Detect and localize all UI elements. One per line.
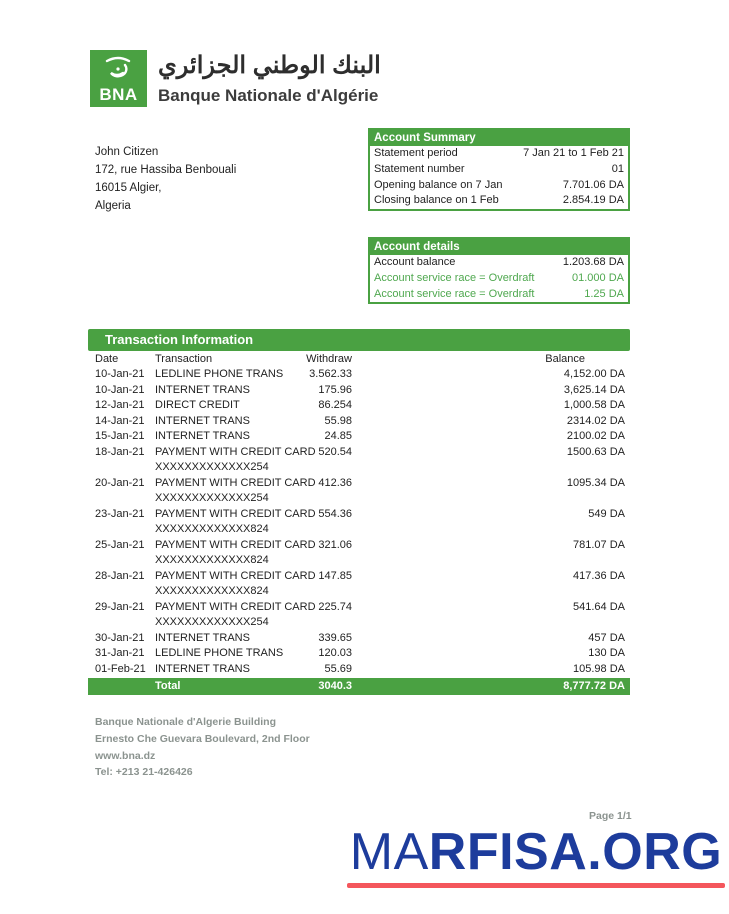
- masked-card-number: XXXXXXXXXXXXX824: [155, 554, 269, 566]
- info-row: [370, 193, 628, 209]
- info-value: 7 Jan 21 to 1 Feb 21: [523, 147, 624, 159]
- cell-balance: 2100.02 DA: [566, 430, 625, 442]
- page-number: Page 1/1: [589, 810, 632, 822]
- recipient-line: Algeria: [95, 200, 131, 212]
- info-row: [370, 271, 628, 287]
- cell-date: 01-Feb-21: [95, 662, 146, 675]
- info-label: Account service race = Overdraft: [374, 271, 535, 284]
- cell-date: 10-Jan-21: [95, 368, 145, 380]
- cell-transaction: [155, 445, 316, 476]
- watermark-text-light: MA: [349, 823, 429, 881]
- cell-balance: 1500.63 DA: [566, 445, 625, 458]
- masked-card-number: XXXXXXXXXXXXX824: [155, 523, 269, 535]
- transaction-label: PAYMENT WITH CREDIT CARD: [155, 569, 316, 582]
- transaction-label: INTERNET TRANS: [155, 631, 250, 644]
- masked-card-number: XXXXXXXXXXXXX254: [155, 492, 269, 504]
- cell-date: 20-Jan-21: [95, 476, 145, 489]
- account-details-rows: [370, 255, 628, 302]
- transaction-label: PAYMENT WITH CREDIT CARD: [155, 538, 316, 551]
- info-value: 01: [611, 162, 624, 175]
- cell-transaction: [155, 507, 316, 538]
- transaction-rows: [88, 367, 630, 677]
- cell-transaction: [155, 476, 316, 507]
- recipient-line: John Citizen: [95, 146, 159, 158]
- cell-withdraw: 24.85: [324, 430, 352, 442]
- info-row: [370, 287, 628, 303]
- cell-withdraw: 55.98: [324, 414, 352, 427]
- cell-withdraw: 321.06: [318, 538, 352, 551]
- total-withdraw: 3040.3: [318, 680, 352, 692]
- transaction-label: DIRECT CREDIT: [155, 399, 240, 411]
- info-label: Statement period: [374, 147, 458, 159]
- table-row: [88, 600, 630, 631]
- masked-card-number: XXXXXXXXXXXXX824: [155, 585, 269, 597]
- table-row: [88, 476, 630, 507]
- info-label: Opening balance on 7 Jan: [374, 178, 503, 191]
- bank-footer: [95, 714, 310, 781]
- cell-date: 29-Jan-21: [95, 600, 145, 613]
- cell-transaction: [155, 414, 262, 430]
- info-label: Statement number: [374, 162, 465, 175]
- cell-balance: 1095.34 DA: [566, 476, 625, 489]
- masked-card-number: XXXXXXXXXXXXX254: [155, 616, 269, 628]
- cell-balance: 130 DA: [588, 647, 625, 659]
- info-value: 1.203.68 DA: [562, 256, 624, 268]
- cell-withdraw: 86.254: [318, 399, 352, 411]
- transaction-info-header: Transaction Information: [88, 329, 630, 351]
- footer-line: www.bna.dz: [95, 749, 156, 762]
- transaction-label: INTERNET TRANS: [155, 662, 250, 675]
- cell-balance: 105.98 DA: [573, 662, 625, 675]
- masked-card-number: XXXXXXXXXXXXX254: [155, 461, 269, 473]
- info-label: Account service race = Overdraft: [374, 287, 535, 300]
- transaction-table: [88, 351, 630, 695]
- info-label: Closing balance on 1 Feb: [374, 194, 499, 207]
- col-header-transaction: Transaction: [155, 353, 213, 365]
- cell-transaction: [155, 600, 316, 631]
- marfisa-watermark: [347, 824, 725, 888]
- cell-balance: 457 DA: [588, 631, 625, 644]
- table-row: [88, 646, 630, 662]
- bank-name-french: Banque Nationale d'Algérie: [158, 86, 379, 105]
- table-header-row: [88, 351, 630, 367]
- transaction-label: INTERNET TRANS: [155, 383, 250, 396]
- cell-transaction: [155, 662, 262, 678]
- info-row: [370, 146, 628, 162]
- col-header-balance: Balance: [545, 353, 585, 365]
- footer-line: Ernesto Che Guevara Boulevard, 2nd Floor: [95, 732, 310, 745]
- cell-date: 31-Jan-21: [95, 647, 145, 659]
- cell-date: 12-Jan-21: [95, 399, 145, 411]
- info-value: 01.000 DA: [572, 271, 624, 284]
- transaction-label: LEDLINE PHONE TRANS: [155, 368, 284, 380]
- cell-transaction: [155, 538, 316, 569]
- table-row: [88, 569, 630, 600]
- recipient-address: [95, 143, 236, 215]
- account-summary-box: [368, 128, 630, 211]
- info-value: 7.701.06 DA: [562, 178, 624, 191]
- cell-transaction: [155, 631, 262, 647]
- transaction-label: INTERNET TRANS: [155, 430, 250, 442]
- table-row: [88, 507, 630, 538]
- table-row: [88, 414, 630, 430]
- cell-balance: 4,152.00 DA: [563, 368, 625, 380]
- cell-transaction: [155, 569, 316, 600]
- account-details-title: Account details: [370, 239, 628, 255]
- table-row: [88, 367, 630, 383]
- footer-line: Tel: +213 21-426426: [95, 766, 193, 779]
- info-row: [370, 255, 628, 271]
- cell-withdraw: 147.85: [318, 569, 352, 582]
- cell-date: 25-Jan-21: [95, 538, 145, 551]
- recipient-line: 16015 Algier,: [95, 182, 162, 194]
- cell-balance: 3,625.14 DA: [563, 383, 625, 396]
- cell-balance: 541.64 DA: [573, 600, 625, 613]
- cell-transaction: [155, 429, 262, 445]
- cell-withdraw: 120.03: [318, 647, 352, 659]
- cell-balance: 417.36 DA: [573, 569, 625, 582]
- table-total-row: [88, 678, 630, 695]
- cell-balance: 549 DA: [588, 507, 625, 520]
- info-row: [370, 162, 628, 178]
- bna-logo: [90, 50, 147, 107]
- cell-balance: 1,000.58 DA: [563, 399, 625, 411]
- transaction-label: PAYMENT WITH CREDIT CARD: [155, 600, 316, 613]
- cell-date: 30-Jan-21: [95, 631, 145, 644]
- table-row: [88, 662, 630, 678]
- cell-withdraw: 554.36: [318, 507, 352, 520]
- cell-date: 23-Jan-21: [95, 507, 145, 520]
- cell-withdraw: 520.54: [318, 445, 352, 458]
- watermark-text-bold: RFISA.ORG: [428, 823, 723, 881]
- cell-balance: 2314.02 DA: [566, 414, 625, 427]
- cell-transaction: [155, 383, 262, 399]
- transaction-label: INTERNET TRANS: [155, 414, 250, 427]
- cell-withdraw: 339.65: [318, 631, 352, 644]
- cell-balance: 781.07 DA: [573, 538, 625, 551]
- bna-logo-glyph: [103, 55, 133, 83]
- account-details-box: [368, 237, 630, 304]
- cell-transaction: [155, 646, 284, 662]
- footer-line: Banque Nationale d'Algerie Building: [95, 716, 277, 728]
- cell-transaction: [155, 367, 284, 383]
- cell-withdraw: 3.562.33: [309, 368, 352, 380]
- cell-date: 28-Jan-21: [95, 569, 145, 582]
- watermark-underline: [347, 883, 725, 888]
- total-balance: 8,777.72 DA: [563, 680, 625, 692]
- table-row: [88, 383, 630, 399]
- transaction-label: PAYMENT WITH CREDIT CARD: [155, 445, 316, 458]
- col-header-withdraw: Withdraw: [306, 353, 352, 365]
- total-label: Total: [155, 680, 181, 692]
- table-row: [88, 631, 630, 647]
- table-row: [88, 445, 630, 476]
- bna-logo-text: BNA: [99, 85, 138, 104]
- bank-names: [158, 48, 410, 106]
- cell-date: 14-Jan-21: [95, 414, 145, 427]
- cell-date: 15-Jan-21: [95, 430, 145, 442]
- table-row: [88, 538, 630, 569]
- info-value: 1.25 DA: [584, 287, 624, 300]
- bank-name-arabic: البنك الوطني الجزائري: [158, 52, 381, 79]
- cell-withdraw: 225.74: [318, 600, 352, 613]
- info-value: 2.854.19 DA: [562, 194, 624, 207]
- transaction-label: PAYMENT WITH CREDIT CARD: [155, 507, 316, 520]
- transaction-label: LEDLINE PHONE TRANS: [155, 647, 284, 659]
- cell-transaction: [155, 398, 262, 414]
- recipient-line: 172, rue Hassiba Benbouali: [95, 164, 237, 176]
- col-header-date: Date: [95, 353, 119, 365]
- account-summary-title: Account Summary: [370, 130, 628, 146]
- cell-withdraw: 55.69: [324, 662, 352, 675]
- cell-date: 10-Jan-21: [95, 383, 145, 396]
- table-row: [88, 398, 630, 414]
- transaction-label: PAYMENT WITH CREDIT CARD: [155, 476, 316, 489]
- info-row: [370, 178, 628, 194]
- info-label: Account balance: [374, 256, 456, 268]
- account-summary-rows: [370, 146, 628, 209]
- table-row: [88, 429, 630, 445]
- cell-withdraw: 412.36: [318, 476, 352, 489]
- cell-withdraw: 175.96: [318, 383, 352, 396]
- cell-date: 18-Jan-21: [95, 445, 145, 458]
